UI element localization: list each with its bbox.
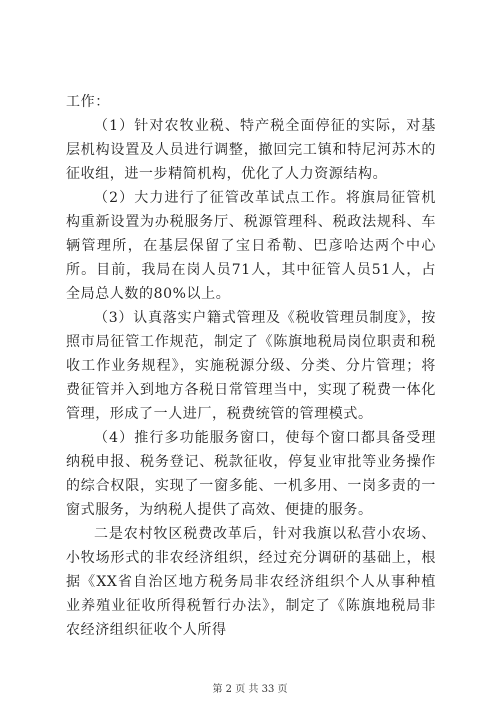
document-body xyxy=(66,90,436,642)
paragraph-item-4: （4）推行多功能服务窗口，使每个窗口都具备受理纳税申报、税务登记、税款征收，停复业审批等业务操作的综合权限，实现了一窗多能、一机多用、一岗多责的一窗式服务，为纳税人提供了高效、便捷的服务。 xyxy=(66,430,436,518)
paragraph-item-3: （3）认真落实户籍式管理及《税收管理员制度》，按照市局征管工作规范，制定了《陈旗地税局岗位职责和税收工作业务规程》，实施税源分级、分类、分片管理；将费征管并入到地方各税日常管理当中，实现了税费一体化管理，形成了一人进厂，税费统管的管理模式。 xyxy=(66,310,436,422)
paragraph-second-point: 二是农村牧区税费改革后，针对我旗以私营小农场、小牧场形式的非农经济组织，经过充分调研的基础上，根据《XX省自治区地方税务局非农经济组织个人从事种植业养殖业征收所得税暂行办法》，制定了《陈旗地税局非农经济组织征收个人所得 xyxy=(66,526,436,638)
paragraph-item-1: （1）针对农牧业税、特产税全面停征的实际，对基层机构设置及人员进行调整，撤回完工镇和特尼河苏木的征收组，进一步精简机构，优化了人力资源结构。 xyxy=(66,118,436,182)
paragraph-item-2: （2）大力进行了征管改革试点工作。将旗局征管机构重新设置为办税服务厅、税源管理科、税政法规科、车辆管理所，在基层保留了宝日希勒、巴彦哈达两个中心所。目前，我局在岗人员71人，其中征管人员51人，占全局总人数的80%以上。 xyxy=(66,190,436,302)
page-number-footer: 第 2 页 共 33 页 xyxy=(212,684,288,695)
paragraph-intro: 工作： xyxy=(66,94,110,110)
